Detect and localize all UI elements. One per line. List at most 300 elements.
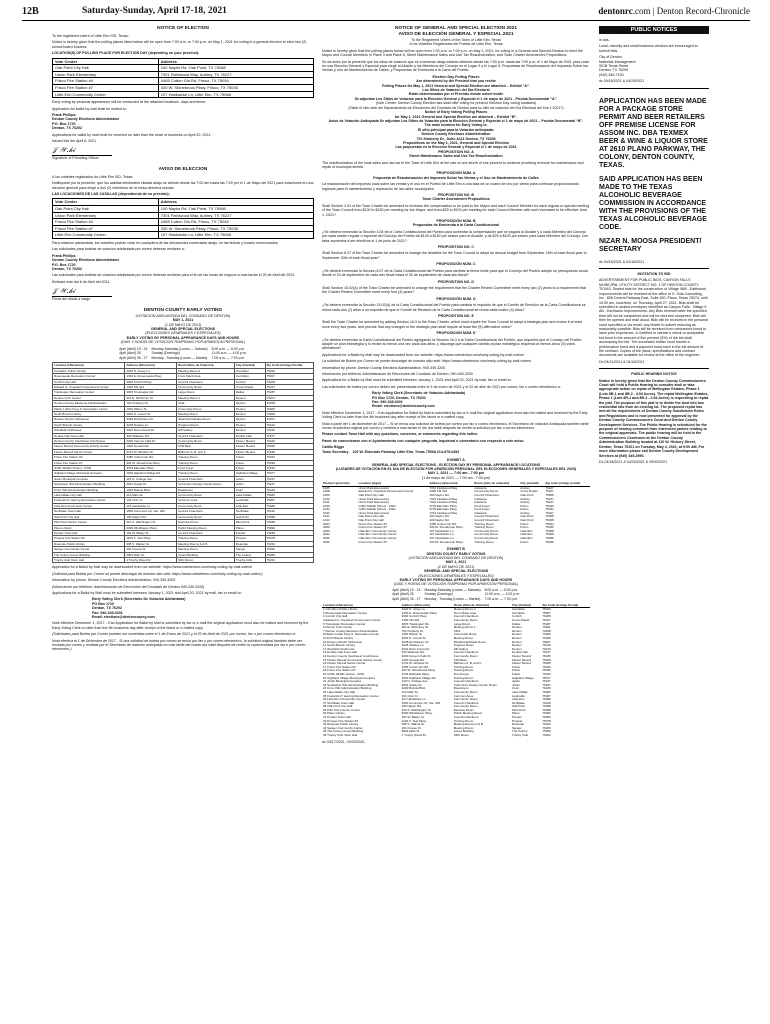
table-cell: April (Abril) 25 [119,351,141,356]
table-cell: Little Elm Community Center [358,529,397,533]
table-cell: 3703 Eldorado Pkwy. [125,466,177,471]
ev-date: MAY 1, 2021 [172,318,194,323]
note-es: (Solicitudes para Boleta por Correo pueden ser sometidas entre el 1 de Enero de 2021 y el 20 de Abril de 2021 por correo, fax o por correo electrónico a: [52,632,296,637]
clerk-line: Early Voting Clerk (Secretario de Votación Adelantada) [372,391,465,396]
table-cell: Frisco [234,466,265,471]
table-cell: 320 Waketon Rd. [125,433,177,438]
polling-main: Polling Places for May 1, 2021 General and Special Election are attached – Exhibit “A”. [382,83,530,88]
table-cell: Corinth [234,379,265,384]
table-cell: 76247 [542,683,551,687]
table-cell: 75036 [545,540,554,544]
table-cell: Denton [511,633,522,637]
location-row [53,471,314,476]
dates-1: dc 04/18/2021 & 04/25/2021 [599,79,645,84]
table-cell: 1200 Bobcat Blvd. [125,487,177,492]
table-cell: Council Chambers [177,379,235,384]
location-row [53,439,314,444]
table-cell: Front Foyer [474,504,490,508]
table-cell: Frisco [520,522,529,526]
public-notices-header: PUBLIC NOTICES [599,26,709,34]
table-cell: 76247 [265,476,313,481]
proposition-title: PROPOSITION NO. E [438,313,474,318]
table-cell: Sanger [511,726,522,730]
proposition-text: The reauthorization of the local sales and use tax in the Town of Little Elm at the rate of one-fourth of one percent to continue providing revenue for maintenance and repair of municipal streets. [322,160,584,169]
table-cell: 75010 [542,607,551,612]
table-cell: 1000 Highland Village Rd. [125,471,177,476]
table-cell: Denton [234,422,265,427]
table-cell: Northlake [511,701,525,705]
table-cell: Frisco [511,665,521,669]
exhibit-b: EXHIBIT B [447,547,465,552]
location-row [53,557,314,562]
table-cell: 1042 [323,519,330,523]
table-cell: 9428 Ed Robson Cir. [125,417,177,422]
table-cell: 76258 [542,708,551,712]
table-cell: Frisco Fire Station #4 [53,455,125,460]
table-cell: 20 Highland Village Municipal Complex [323,676,375,680]
table-cell: Meeting Room 2 [177,368,235,373]
table-cell: 75067 [265,498,313,503]
table-cell: 75287 [542,622,551,626]
table-cell: 76262 [265,557,313,562]
table-cell: 100 Naylor Rd. [429,515,450,519]
vote-center-table [52,58,314,99]
table-cell: 76208 [542,629,551,633]
table-cell: Justin [511,680,520,684]
table-cell: Aubrey [520,501,530,505]
table-cell: Oak Point [511,705,526,709]
table-cell: 76209 [265,411,313,416]
table-cell: 76208 [265,379,313,384]
intro-2: Notice is hereby given that the polling places listed below will be open from 7:00 a.m. to 7:00 p.m. on May 1, 2021 for voting in a general election to elect two (2) school board trustees. [52,40,307,49]
mail-po: P.O. Box 1720 [52,121,76,126]
table-cell: 75033 [542,672,551,676]
table-cell: 1011 [323,501,330,505]
table-cell: 101 Freese Dr. [125,547,177,552]
polling-sub: Are determined by the Precinct that you reside [416,79,496,84]
ex-a-date-es: (1 de mayo de 2021 — 7:00 am - 7:00 pm) [422,475,490,480]
table-cell: 75068 [265,503,313,508]
proposition-title: PROPOSICIÓN NÚM. E [436,331,476,336]
table-cell: 1500 Commons Cir. Ste. 300 [401,701,441,705]
table-cell: 5 Trietsiogter Recreation Center [323,622,366,626]
town-title-es: AVISO DE ELECCIÓN GENERAL Y ESPECIAL 2021 [398,32,514,37]
table-cell: Monday - Tuesday (Lunes — Martes) [151,355,208,360]
table-cell: Community Room [474,529,499,533]
table-cell: 75093 [542,712,551,716]
table-cell: Edward G. Copeland Government Center [358,490,414,494]
caitlin-biggs: Caitlin Biggs [322,445,344,450]
es-location-heading: LAS LOCACIONES DE LAS CASILLAS (dependiendo de su precinto): [52,192,170,197]
table-cell: Weatherford/Hale Room [177,417,235,422]
main-location-addr: 701 Kimberly Dr., Suite A111 Denton, TX 76208 [416,136,496,141]
table-cell: 6200 Canyon Falls Dr. [401,654,432,658]
table-cell: 1030 [323,504,330,508]
table-cell: Chili Bear [453,658,467,662]
table-cell: 107 Hardwicke Ln, Little Elm, TX 75068 [158,91,313,98]
table-cell: Union Park Elementary [53,71,159,78]
table-cell: 1330 E. Rosemeade Pkwy. [125,374,177,379]
ex-b-sched-es: (DÍAS Y HORAS DE VOTACIÓN TEMPRANO POR APARICIÓN PERSONAL) [393,582,519,587]
table-cell: Prosper [234,536,265,541]
table-cell: Curriculum Design Center Room [177,482,235,487]
table-cell: 3815 Trietsiogter Rd. [125,390,177,395]
location-heading: LOCATION(S) OF POLLING PLACE FOR ELECTION DAY (depending on your precinct): [52,51,200,56]
table-cell: Cross Roads [520,490,538,494]
to-voters-es: A los Votantes Registrados del Pueblo de Little Elm, Texas [409,42,503,47]
table-cell: 102 W. Bailey St. [401,716,425,720]
table-cell: Little Elm [520,529,533,533]
table-cell: 3228 Teasley Ln. [125,422,177,427]
table-cell: Community Room [177,503,235,508]
table-cell: 75036 [542,669,551,673]
table-cell: Lake Dallas [511,690,528,694]
table-cell: 7301 Fieldwood Way [429,497,458,501]
table-cell: Little Elm [520,533,533,537]
location-row [53,374,314,379]
table-cell: 75028 [542,662,551,666]
column-header: Room (Sitio de Votación) [453,604,511,608]
table-cell: Meeting Rooms A & B [177,541,235,546]
table-cell: Meeting Rooms A & B [453,723,483,727]
table-cell: Little Elm Community Center [358,537,397,541]
location-row [53,384,314,389]
table-cell: 76266 [542,726,551,730]
early-voting-text: Early voting by personal appearance will be conducted at the attached locations, days and times. [52,100,207,105]
table-cell: Meeting Room 2 [453,607,476,612]
column-header: City (ciudad) [519,482,544,486]
dates-4: Dc 04/18/2021 & 04/25/2021 & 05/02/2021 [599,459,668,464]
table-cell: Pilot Point [234,520,265,525]
table-cell: 100 Naylor Rd. [401,705,422,709]
table-cell: Cross Roads [234,384,265,389]
ex-b-date-es: (1 DE MAYO DE 2021) [437,564,475,569]
column-school-election [52,26,314,1016]
table-cell: 2092 [323,533,330,537]
table-cell: 76208 [542,615,551,619]
table-cell: 101 Freese Dr. [401,726,422,730]
table-cell: Annemarie Room [177,406,235,411]
table-cell: 212 Main St. [125,493,177,498]
table-cell: 701 Kimberly Dr. [401,629,424,633]
table-cell: 75287 [265,390,313,395]
table-cell: Training Room [474,522,494,526]
table-cell: Training Room [177,471,235,476]
table-cell: April (Abril) 19 - 24 [119,346,148,351]
es-mail-text: Las solicitudes para boletas de votacion adelantada por correo deberan enviarse a: [52,247,185,252]
table-cell: 76210 [265,428,313,433]
table-cell: 6 Denton Civic Center [323,626,353,630]
note-new: Note effective December 1, 2017 - If an Application for Ballot by Mail is submitted by fax or e-mail the original application must also be mailed and received by the Early Voting Clerk no later than the 4th business day after receipt of the faxed or e-mailed copy. [52,621,309,630]
table-cell: Monday - Tuesday (Lunes — Martes) [424,597,481,602]
table-cell: 23 Krum ISD Administration Building [323,687,372,691]
ex-a-es: (LUGARES DE VOTACIÓN EN EL DÍA DE ELECCIÓN POR APARICIÓN PERSONAL DEL ELECCIONES GENERALES Y ESPECIALES DEL 2020) [335,466,577,471]
hearing-title: PUBLIC HEARING NOTICE [631,372,677,377]
table-cell: Training Room [177,536,235,541]
es-deadline: Las solicitudes para boletas de votacion adelantada por correo deberan recibirse para el fin de las horas de negocio a mas tardar el 20 de Abril del 2021. [52,273,296,278]
table-cell: Martin Luther King Jr. Recreation Center [53,406,125,411]
table-cell: Roanoke [234,541,265,546]
table-cell: Cafeteria [474,486,487,490]
table-cell: SDC Room [453,734,469,738]
table-cell: 310 S. Washington St. [125,520,177,525]
mail-text: Application for ballot by mail shall be mailed to: [52,106,127,111]
table-cell: Union Park Elementary [358,497,390,501]
clerk-line: Email: elections@dentoncounty.com [372,404,435,409]
table-cell: Highland Village [234,471,265,476]
table-cell: 75068 [542,698,551,702]
table-cell: Front Stack Area [177,374,235,379]
texas-street: 901B Texas Street [599,64,629,69]
location-row [53,401,314,406]
table-cell: 107 Hardwicke Ln. [429,529,455,533]
table-cell: Lake Dallas City Hall [53,493,125,498]
table-cell: Community Room [474,490,499,494]
table-cell: 415 N. College Ave. [125,476,177,481]
schedule-row [117,356,249,361]
main-location-name: Denton County Elections Administration [421,132,491,137]
table-cell: 75033 [265,466,313,471]
table-cell: Denton [511,637,522,640]
table-cell: 191 Civic Cr. [401,694,419,698]
table-cell: 7301 Fieldwood Way [429,501,458,505]
table-cell: 1100 S. Teel Pkwy. [125,536,177,541]
table-cell: 9 North Branch Library [323,637,354,640]
table-cell: Training Room [453,665,474,669]
ev-subtitle: (VOTACION ADELANTADA DEL CONDADO DE DENTON) [135,313,231,318]
table-cell: 4485 Cotton Gin Rd. [429,522,457,526]
table-cell: 415 N. College Ave. [401,680,429,684]
info-phone-2: Information by phone: Denton County Elections Administration, 940-349-3200 [322,365,446,370]
table-cell: Monday-Saturday (Lunes — Sábado) [424,587,481,592]
contact-line: Denton, TX 76202 [92,606,122,611]
table-cell: Curriculum Design Center Room [453,683,498,687]
table-cell: Denton County Southwest Courthouse [53,439,125,444]
table-cell: Frederick P. Herring Recreation Center [53,498,125,503]
ev-election-es: (ELECCIONES GENERALES Y ESPECIALES) [145,331,221,336]
table-cell: 8:00 a.m. — 5:00 p.m. [484,587,519,592]
table-cell: Community Room [474,537,499,541]
table-cell: 75067 [542,694,551,698]
table-cell: 191 Civic Cr. [125,498,177,503]
liquor-notice: APPLICATION HAS BEEN MADE FOR A PACKAGE STORE PERMIT AND BEER RETAILERS OFF PREMISE LICENSE FOR ASSOM INC. DBA TEXMEX BEER & WINE & LIQUOR STORE AT 2610 PLANO PARKWAY, THE COLONY, DENTON COUNTY, TEXAS. [599,97,708,169]
table-cell: Ponder [511,716,522,720]
table-cell: 76201 [265,395,313,400]
mail-deadline: Applications for ballot by mail must be received no later than the close of business on April 20, 2021. [52,132,212,137]
table-cell: Oak Point [520,519,534,523]
table-cell: 75068 [545,537,554,541]
table-cell: Large Room [453,622,471,626]
table-cell: Front Stack Area [453,611,477,615]
table-cell: Ballroom A, B, and C [177,449,235,454]
table-cell: 75028 [265,444,313,449]
table-cell: 2090 [323,529,330,533]
table-cell: 11:00 a.m. — 4:00 p.m. [484,592,520,597]
table-cell: Boardroom [177,487,235,492]
table-cell: Flower Mound Senior Center [53,449,125,454]
table-cell: Front Foyer [453,672,470,676]
schedule-row [390,597,522,602]
th-vote-center: Vote Center [53,58,159,65]
es-signature-image: 𝒥 𝒲.𝒽𝒾 [52,287,75,296]
table-cell: Frisco [520,508,529,512]
table-cell: 3703 Eldorado Pkwy. [429,508,458,512]
table-cell: 16 Flower Mound Senior Center [323,662,366,666]
dates-3: Dc 04/11/2021 & 04/18/2021 [599,359,645,364]
exhibit-a: EXHIBIT A [447,458,465,463]
table-cell: 2701 W. Windsor Dr. [125,449,177,454]
table-cell: Union Park Elementary [358,486,390,490]
table-cell: Frisco Fire Station #7 [358,540,387,544]
table-cell: Meeting Room 1 [453,626,476,630]
table-cell: 6300 Windhaven Pkwy. [125,525,177,530]
table-cell: Meeting Room [177,411,235,416]
table-cell: Ponder [234,530,265,535]
ex-b-date: MAY 1, 2021 [445,560,467,565]
contact-line: Fax: 940-349-3201 [92,610,123,615]
ex-b-sub: (VOTACIÓN ADELANTADA DEL CONDADO DE DENTON) [408,556,504,561]
table-cell: Little Elm [520,537,533,541]
table-cell: 18 Frisco Fire Station #7 [323,669,356,673]
precinct-table [322,482,590,544]
table-cell: Annex Building [453,730,474,734]
table-cell: Justin Municipal Complex [53,476,125,481]
table-cell: Training Room [453,676,474,680]
town-address: 100 W. Eldorado Parkway Little Elm, Texas 75068 214-975-0452 [352,449,460,454]
table-cell: 308 S. Walnut St. [125,541,177,546]
table-cell: 4220 N. Josey Ln. [125,368,177,373]
table-cell: Exercise Room [453,708,475,712]
table-cell: Sunday (Domingo) [424,592,453,597]
mail-city: Denton, TX 76202 [52,126,82,131]
es-intro: A los votantes registrados de Little Elm ISD, Texas: [52,174,134,179]
liquor-notice-2: SAID APPLICATION HAS BEEN MADE TO THE TEXAS ALCOHOLIC BEVERAGE COMMISSION IN ACCORDANCE WITH THE PROVISIONS OF THE TEXAS ALCOHOLIC BEVERAGE CODE. [599,175,707,231]
table-cell: 75068 [265,514,313,519]
proposition-title: PROPOSICIÓN NÚM. C [436,262,476,267]
table-cell: 330 W. Stonebrook Pkwy. [429,540,464,544]
signature-label: Signature of Presiding Officer [52,155,112,160]
es-issued: Emitada este dia 6 de Abril del 2021. [52,279,111,284]
mail-org: Denton County Elections Administrator [52,117,120,122]
officer: NIZAR N. MOOSA PRESIDENT/ SECRETARY [599,237,702,253]
table-cell: 1400 FM 424 [429,490,448,494]
table-cell: Trophy Club [511,734,529,738]
location-row [322,734,590,738]
city-denton: City of Denton [599,55,622,60]
town-secretary-line [322,450,590,454]
table-cell: Front Foyer [177,466,235,471]
materials-mgmt: Materials Management [599,59,636,64]
ballot-mail: Applications for a Ballot by Mail may be downloaded from our website: https://www.votedenton.com/early-voting-by-mail-voters/ [322,352,524,357]
table-cell: Pilot Point Senior Center [53,520,125,525]
table-cell: Council Chambers [177,433,235,438]
table-cell: 4220 N. Josey Ln. [401,607,426,612]
proposition-sub: Street Maintenance Sales and Use Tax Reauthorization [409,154,503,159]
table-cell: Oak Point [520,515,534,519]
issue-date: Saturday-Sunday, April 17-18, 2021 [82,6,227,16]
submit-es: Las solicitudes de boleta por correo deben ser presentadas entre el 1 de enero de 2021 y el 20 de abril de 2021 por correo, fax o correo electrónico a: [322,384,561,389]
table-cell: 76259 [542,716,551,720]
vote-center-text: (Vote Center: Denton County Election ass shall offer voting for precinct Election Day voting locations) [375,101,537,106]
table-cell: 9428 Ed Robson Cir. [401,640,430,644]
table-cell: 7:00 a.m. — 7:00 p.m. [211,355,246,360]
note-1: Note effective December 1, 2017 - If an Application for Ballot by Mail is submitted by fax or e-mail the original application must also be mailed and received by the Early Voting Clerk no later than the 4th business day after receipt of the faxed or e-mailed copy. [322,410,588,420]
proposition-title: PROPOSITION NO. D [438,279,474,284]
table-cell: 75056 [265,552,313,557]
table-cell: 75034 [265,455,313,460]
info-phone-es: (Información por teléfono: Administración de Elecciones del Condado de Denton 940-349-3200) [52,584,205,589]
table-cell: Ponder Town Hall [53,530,125,535]
table-cell: Westfield Clubhouse [53,428,125,433]
table-cell: Cafeteria [474,497,487,501]
location-row [53,482,314,487]
page-header [22,6,750,21]
table-cell: 7:00 a.m. — 7:00 p.m. [484,597,519,602]
table-cell: Frisco [234,455,265,460]
table-cell: Dallas [511,622,521,626]
table-cell: 21 Justin Municipal Complex [323,680,362,684]
table-cell: 22 Southwest ISD Administration Building [323,683,379,687]
mail-contact-intro: Applications for a Ballot by Mail must be submitted between January 1, 2021 and April 20, 2021 by mail, fax or email to: [52,590,242,595]
table-cell: Council Chambers [453,680,479,684]
table-cell: Meeting Room [453,726,474,730]
table-cell: Corinth [511,615,522,619]
table-cell: 100 Naylor Rd. [429,519,450,523]
contact-line: Email: elections@dentoncounty.com [92,615,155,619]
table-cell: Ballroom A, B, and C [453,662,482,666]
mail-name: Frank Phillips [52,113,76,117]
table-cell: 2001 Teasly Dr. [401,683,423,687]
column-header: Precinct (precinto) [322,482,357,486]
table-cell: The Colony [511,730,528,734]
submit-text: Applications for a Ballot by Mail must be submitted between January 1, 2021 and April 20, 2021 by mail, fax or email to: [322,378,512,383]
table-cell: Denton [511,640,522,644]
table-cell: 31 Ponder Town Hall [323,716,351,720]
table-cell: Common Area [177,498,235,503]
to-voters: To the Registered Voters of the Town of Little Elm, Texas [411,38,501,42]
table-cell: 107 Hardwicke Ln. [401,698,427,702]
table-cell: Flower Mound [234,449,265,454]
table-cell: 1200 Bobcat Blvd. [401,687,426,691]
table-cell: Council Chambers [453,651,479,655]
table-cell: Little Elm Community Center [53,503,125,508]
table-cell: Frisco Fire Station #4 [53,219,159,226]
table-cell: 75077 [265,471,313,476]
table-cell: Frisco Fire Station #7 [53,460,125,465]
table-cell: 212 Main St. [401,690,419,694]
invite-title: INVITATION TO BID [637,272,671,277]
table-cell: Union Park Elementary [358,511,390,515]
table-cell: Chili Bear [177,444,235,449]
table-cell: 76249 [265,487,313,492]
ev-es: Aviso de Votación Anticipada Se adjuntan Los Sitios de Votación para la Elección General y Especial el 1 de mayo de 2021 – Prueba Documental “B”. [328,118,584,123]
table-cell: Frisco [234,460,265,465]
vote-center-row [53,65,314,72]
table-cell: Meeting Room [177,547,235,552]
table-cell: 1032 [323,508,330,512]
dates-2: dc 04/16/2021 & 04/18/2021 [599,259,645,264]
table-cell: A111 [453,629,461,633]
table-cell: Training Room [453,669,474,673]
table-cell: 33 Roanoke Public Library [323,723,359,727]
location-row [53,390,314,395]
table-cell: 320 Waketon Rd. [401,651,425,655]
column-header: Zip Code (Código Postal) [541,604,590,608]
table-cell: Denton County Elections Administration [53,401,125,406]
proposition-text: Shall Section 15.02(A) of the Town Charter be amended to change the requirement that the Charter Review Committee meet every two (2) years to a requirement that the Charter Review Committee meet every four (4) years? [322,285,586,295]
table-cell: Sanger [234,547,265,552]
table-cell: 4485 Cotton Gin Rd. [401,665,429,669]
